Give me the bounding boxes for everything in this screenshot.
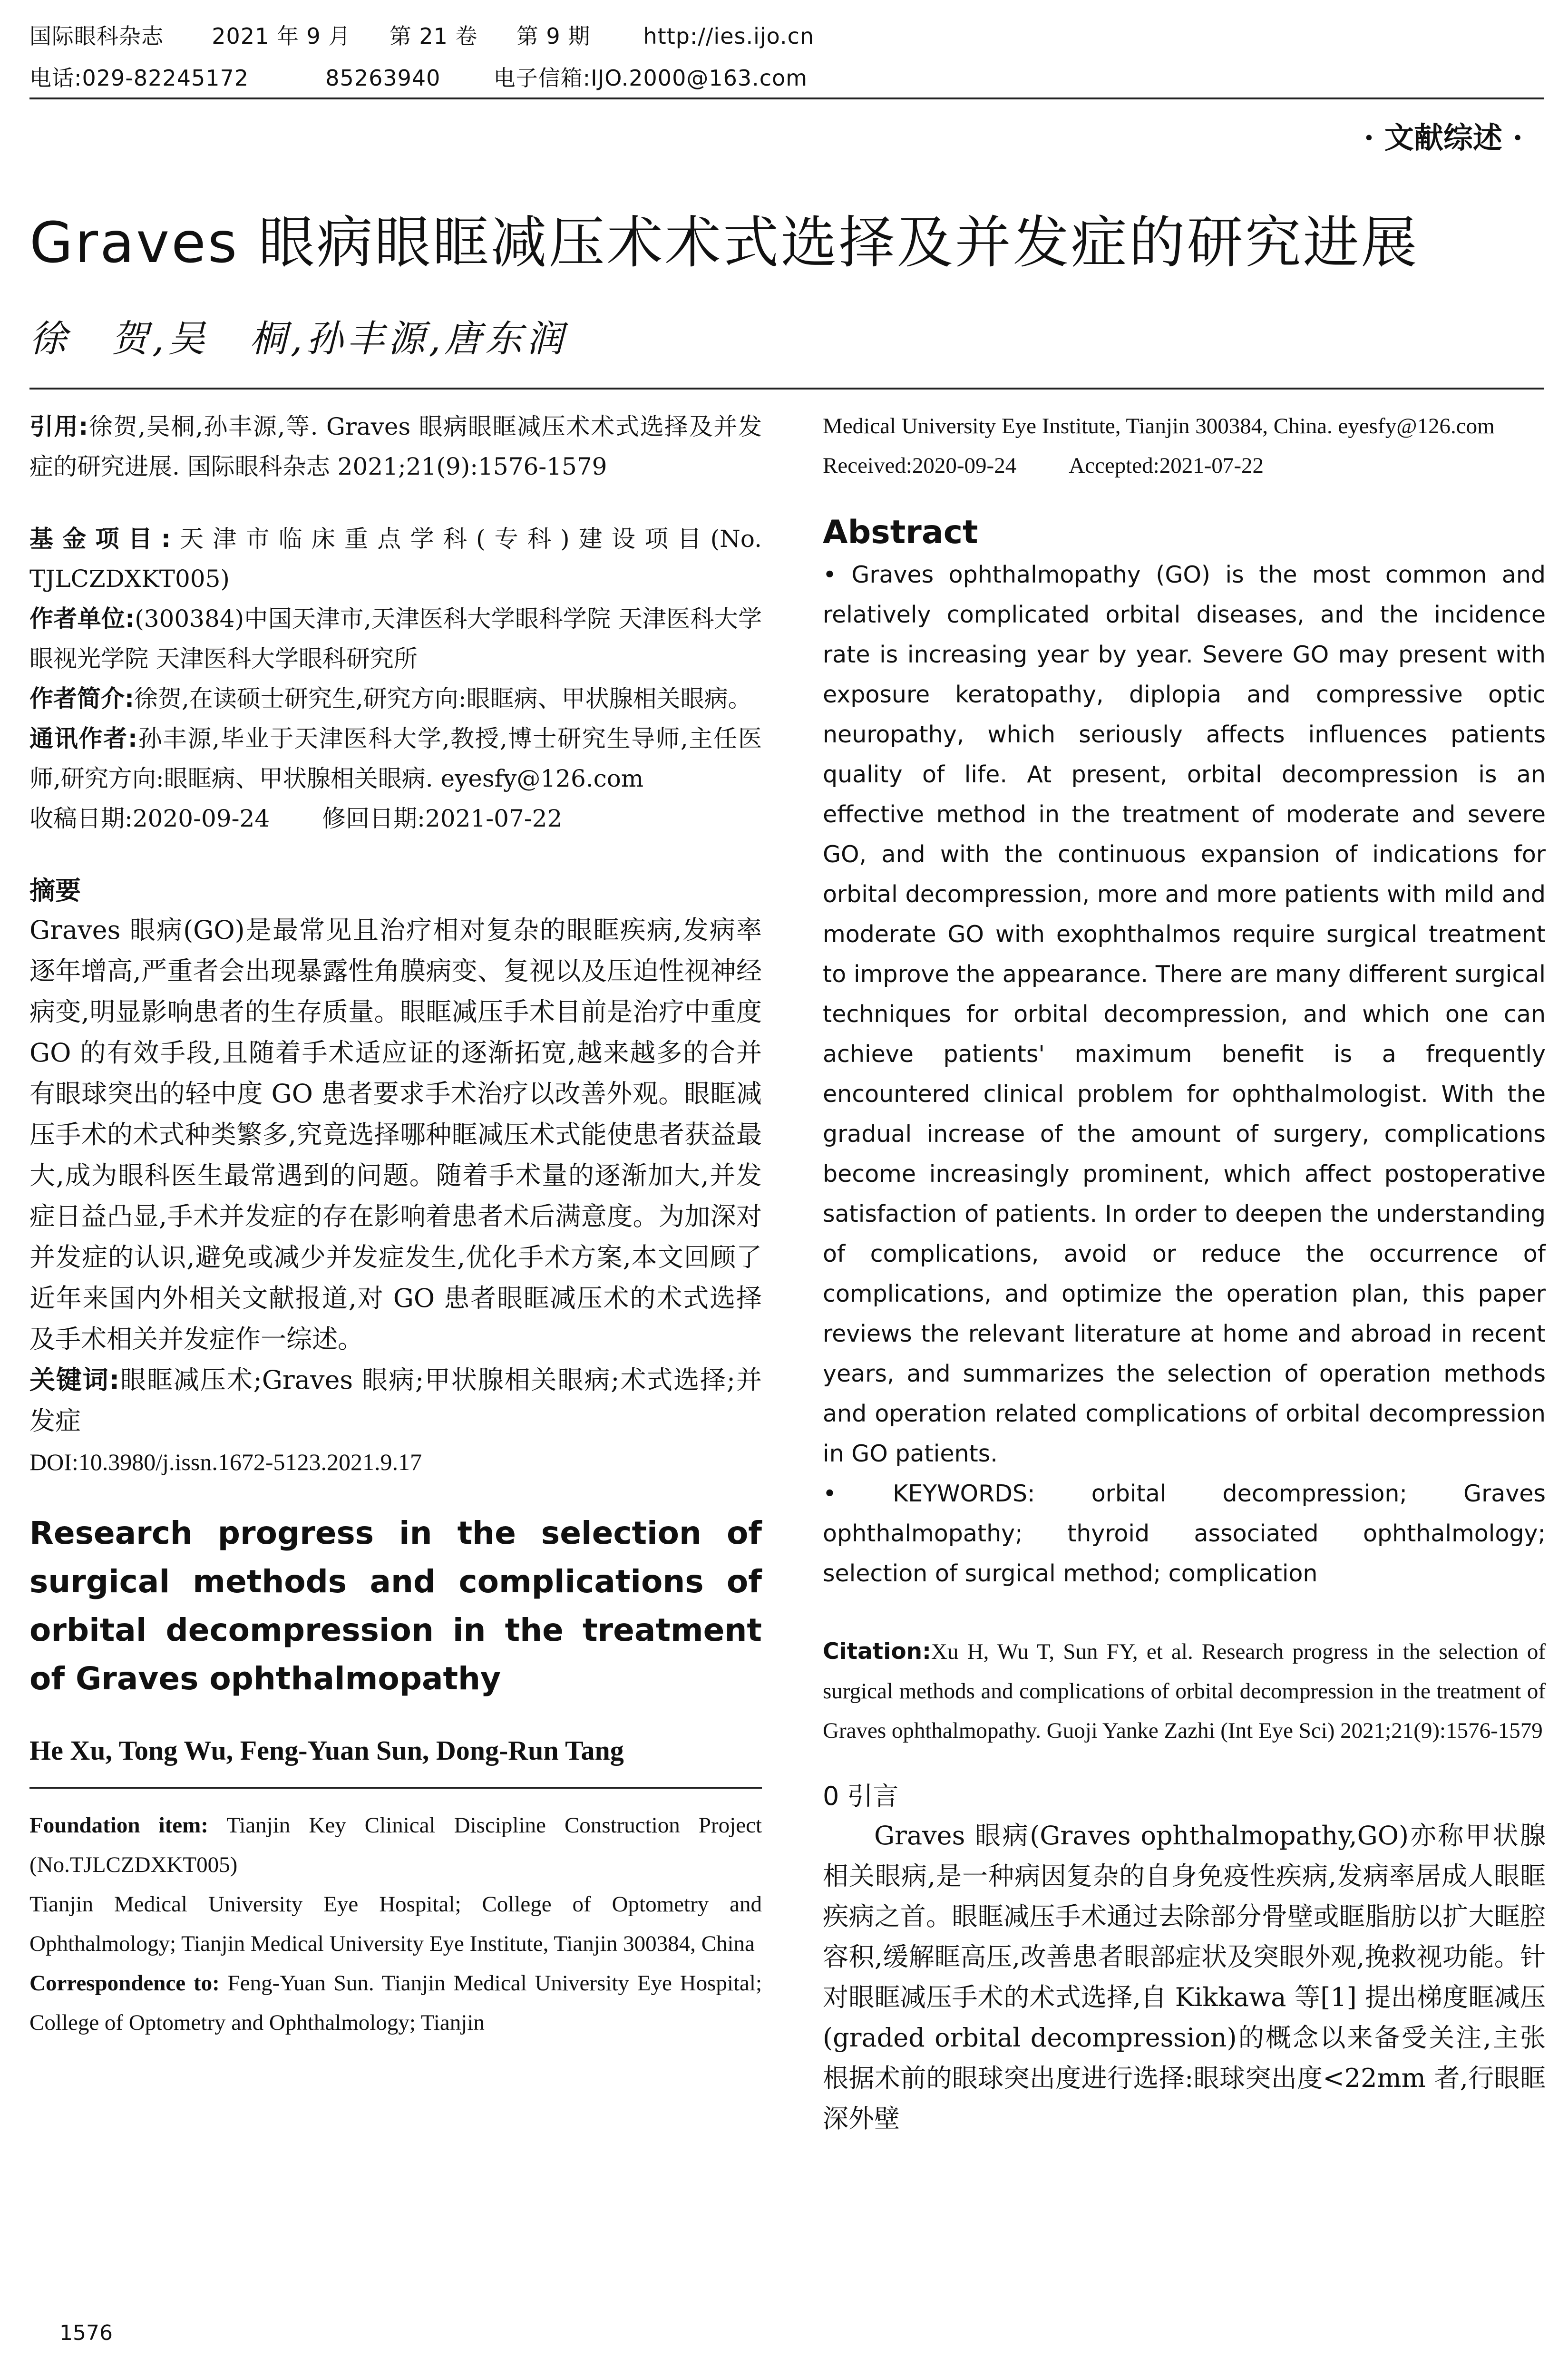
abstract-heading-en: Abstract [823, 514, 978, 551]
accepted-en: Accepted:2021-07-22 [1069, 453, 1264, 478]
phone-2: 85263940 [325, 65, 441, 91]
corr-text: 孙丰源,毕业于天津医科大学,教授,博士研究生导师,主任医师,研究方向:眼眶病、甲状腺相关眼病. eyesfy@126.com [29, 725, 762, 792]
foundation-label: Foundation item: [29, 1813, 208, 1838]
corr-label: 通讯作者: [29, 725, 138, 752]
intro-heading: 0 引言 [823, 1781, 899, 1811]
foundation-text: Tianjin Key Clinical Discipline Construction Project (No.TJLCZDXKT005) [29, 1813, 762, 1877]
phone: 电话:029-82245172 [29, 65, 249, 91]
header-rule [29, 97, 1544, 99]
dates-cn [29, 799, 762, 838]
abstract-heading-cn: 摘要 [29, 876, 81, 906]
keywords-en: • KEYWORDS: orbital decompression; Graves ophthalmopathy; thyroid associated ophthalmology; selection of surgical method; complication [823, 1480, 1546, 1587]
journal-name: 国际眼科杂志 [29, 23, 164, 49]
citation-en-label: Citation: [823, 1638, 931, 1665]
issue-date: 2021 年 9 月 [212, 23, 351, 49]
corresponding-author [29, 719, 762, 799]
received-en: Received:2020-09-24 [823, 453, 1017, 478]
journal-header-line1 [29, 19, 814, 50]
section-tag: · 文献综述 · [1363, 120, 1523, 155]
unit-label: 作者单位: [29, 605, 135, 633]
author-unit [29, 599, 762, 679]
abstract-text-en: • Graves ophthalmopathy (GO) is the most common and relatively complicated orbital diseases, and the incidence rate is increasing year by year. Severe GO may present with exposure keratopathy, diplopia and compressive optic neuropathy, which seriously affects influences patients quality of life. At present, orbital decompression is an effective method in the treatment of moderate and severe GO, and with the continuous expansion of indications for orbital decompression, more and more patients with mild and moderate GO with exophthalmos require surgical treatment to improve the appearance. There are many different surgical techniques for orbital decompression, and which one can achieve patients' maximum benefit is a frequently encountered clinical problem for ophthalmologist. With the gradual increase of the amount of surgery, complications become increasingly prominent, which affect postoperative satisfaction of patients. In order to deepen the understanding of complications, avoid or reduce the occurrence of complications, and optimize the operation plan, this paper reviews the relevant literature at home and abroad in recent years, and summarizes the selection of operation methods and operation related complications of orbital decompression in GO patients. [823, 561, 1546, 1467]
article-title-en: Research progress in the selection of surgical methods and complications of orbital decompression in the treatment of Graves ophthalmopathy [29, 1515, 762, 1697]
received-cn: 收稿日期:2020-09-24 [29, 805, 270, 832]
citation-en-text: Xu H, Wu T, Sun FY, et al. Research progress in the selection of surgical methods and complications of orbital decompression in the treatment of Graves ophthalmopathy. Guoji Yanke Zazhi (Int Eye Sci) 2021;21(9):1576-1579 [823, 1639, 1546, 1743]
citation-label: 引用: [29, 413, 88, 440]
citation-text: 徐贺,吴桐,孙丰源,等. Graves 眼病眼眶减压术术式选择及并发症的研究进展. 国际眼科杂志 2021;21(9):1576-1579 [29, 413, 762, 480]
article-title-cn: Graves 眼病眼眶减压术术式选择及并发症的研究进展 [29, 210, 1419, 275]
citation-cn [29, 407, 762, 487]
dates-en [823, 446, 1546, 486]
email: 电子信箱:IJO.2000@163.com [493, 65, 808, 91]
keywords-cn [29, 1360, 762, 1442]
issue: 第 9 期 [516, 23, 591, 49]
title-rule [29, 388, 1544, 390]
right-column [823, 407, 1546, 2139]
doi: DOI:10.3980/j.issn.1672-5123.2021.9.17 [29, 1449, 422, 1475]
correspondence-cont: Medical University Eye Institute, Tianjin 300384, China. eyesfy@126.com [823, 414, 1495, 438]
intro-text: Graves 眼病(Graves ophthalmopathy,GO)亦称甲状腺相关眼病,是一种病因复杂的自身免疫性疾病,发病率居成人眼眶疾病之首。眼眶减压手术通过去除部分骨壁或眶脂肪以扩大眶腔容积,缓解眶高压,改善患者眼部症状及突眼外观,挽救视功能。针对眼眶减压手术的术式选择,自 Kikkawa 等[1] 提出梯度眶减压(graded orbital decompression)的概念以来备受关注,主张根据术前的眼球突出度进行选择:眼球突出度<22mm 者,行眼眶深外壁 [823, 1821, 1546, 2133]
journal-header-line2 [29, 61, 808, 92]
fund-label: 基金项目: [29, 525, 171, 553]
revised-cn: 修回日期:2021-07-22 [322, 805, 563, 832]
authors-en: He Xu, Tong Wu, Feng-Yuan Sun, Dong-Run Tang [29, 1735, 624, 1766]
left-column [29, 407, 762, 2043]
affiliation-en: Tianjin Medical University Eye Hospital; College of Optometry and Ophthalmology; Tianjin Medical University Eye Institute, Tianjin 300384, China [29, 1892, 762, 1956]
citation-en [823, 1632, 1546, 1751]
journal-url: http://ies.ijo.cn [643, 23, 815, 49]
keywords-text: 眼眶减压术;Graves 眼病;甲状腺相关眼病;术式选择;并发症 [29, 1365, 762, 1436]
fund-info [29, 519, 762, 599]
foundation-en [29, 1806, 762, 1885]
volume: 第 21 卷 [389, 23, 478, 49]
fund-text: 天津市临床重点学科(专科)建设项目(No. TJLCZDXKT005) [29, 525, 762, 593]
page-number: 1576 [59, 2321, 113, 2345]
correspondence-label: Correspondence to: [29, 1971, 220, 1996]
correspondence-text: Feng-Yuan Sun. Tianjin Medical University Eye Hospital; College of Optometry and Ophthalmology; Tianjin [29, 1971, 762, 2035]
bio-label: 作者简介: [29, 685, 134, 712]
abstract-text-cn: Graves 眼病(GO)是最常见且治疗相对复杂的眼眶疾病,发病率逐年增高,严重者会出现暴露性角膜病变、复视以及压迫性视神经病变,明显影响患者的生存质量。眼眶减压手术目前是治疗中重度 GO 的有效手段,且随着手术适应证的逐渐拓宽,越来越多的合并有眼球突出的轻中度 GO 患者要求手术治疗以改善外观。眼眶减压手术的术式种类繁多,究竟选择哪种眶减压术式能使患者获益最大,成为眼科医生最常遇到的问题。随着手术量的逐渐加大,并发症日益凸显,手术并发症的存在影响着患者术后满意度。为加深对并发症的认识,避免或减少并发症发生,优化手术方案,本文回顾了近年来国内外相关文献报道,对 GO 患者眼眶减压术的术式选择及手术相关并发症作一综述。 [29, 915, 762, 1354]
unit-text: (300384)中国天津市,天津医科大学眼科学院 天津医科大学眼视光学院 天津医科大学眼科研究所 [29, 605, 762, 672]
correspondence-en [29, 1964, 762, 2043]
author-bio [29, 679, 762, 719]
keywords-label: 关键词: [29, 1365, 120, 1395]
bio-text: 徐贺,在读硕士研究生,研究方向:眼眶病、甲状腺相关眼病。 [134, 685, 752, 712]
authors-cn: 徐 贺,吴 桐,孙丰源,唐东润 [29, 318, 567, 360]
